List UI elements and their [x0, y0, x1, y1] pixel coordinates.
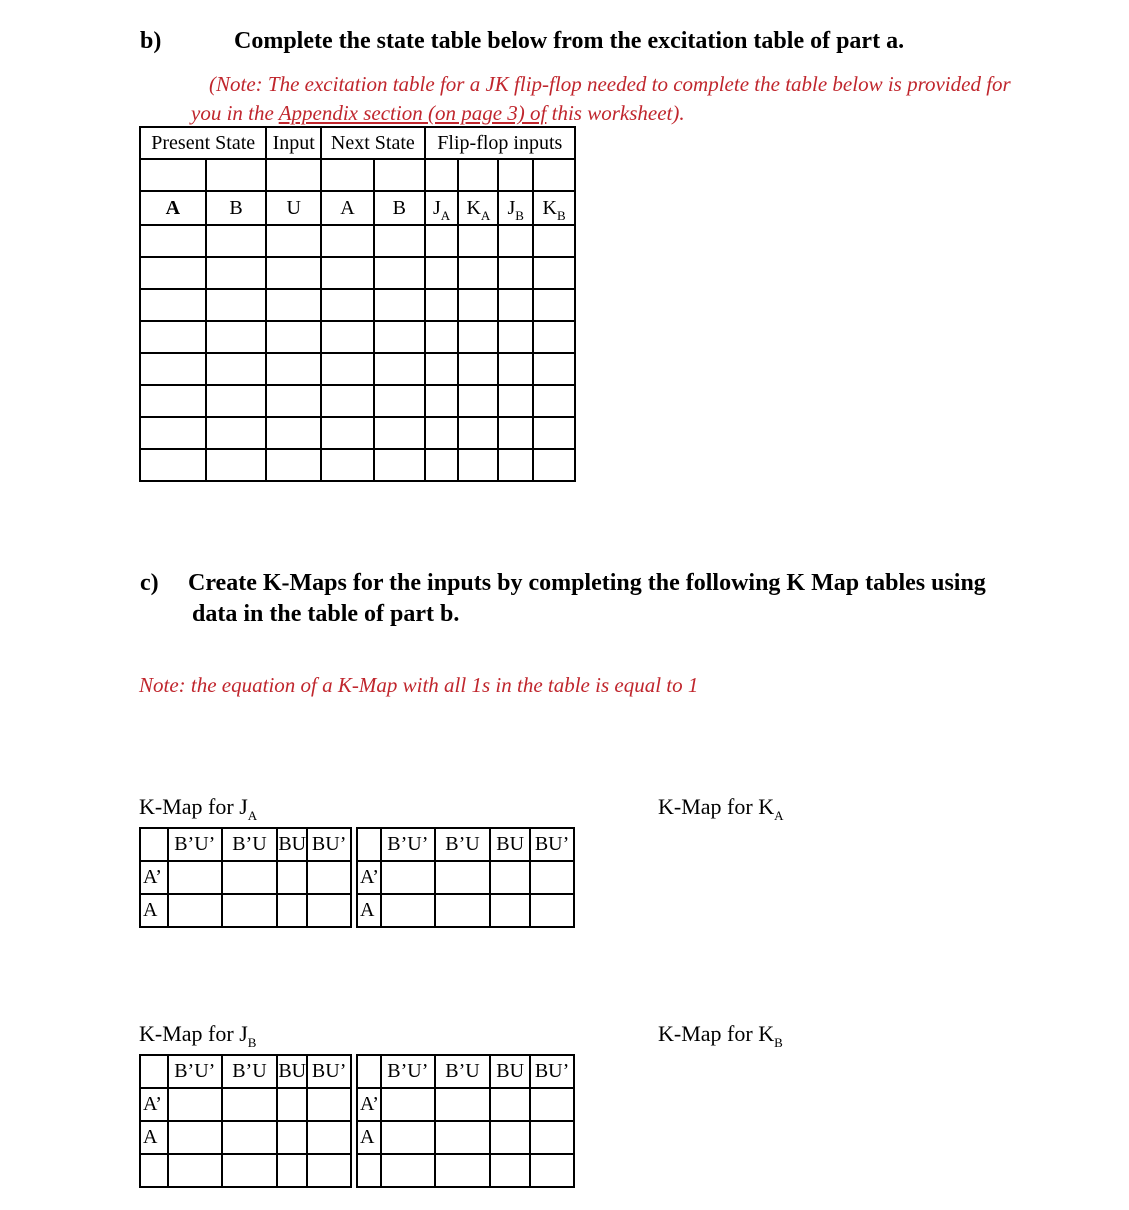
state-cell[interactable]	[458, 225, 498, 257]
state-cell[interactable]	[533, 225, 575, 257]
col-kb	[533, 191, 575, 225]
kmap-col-header: B’U	[435, 1055, 491, 1088]
col-kb-sub: B	[556, 207, 566, 223]
state-cell[interactable]	[425, 417, 459, 449]
state-cell[interactable]	[206, 321, 267, 353]
state-cell[interactable]	[266, 417, 321, 449]
state-row	[140, 353, 575, 385]
kmap-title-ja-text: K-Map for J	[139, 794, 248, 819]
state-cell[interactable]	[425, 353, 459, 385]
state-row	[140, 289, 575, 321]
kmap-cell[interactable]	[530, 1154, 574, 1187]
state-row	[140, 257, 575, 289]
state-cell[interactable]	[533, 417, 575, 449]
state-cell[interactable]	[498, 257, 533, 289]
state-cell[interactable]	[425, 225, 459, 257]
state-cell[interactable]	[425, 289, 459, 321]
state-cell[interactable]	[266, 449, 321, 481]
kmap-cell[interactable]	[222, 861, 278, 894]
kmap-cell[interactable]	[277, 1121, 307, 1154]
spacer-cell	[458, 159, 498, 191]
col-ja-letter: J	[432, 196, 441, 219]
kmap-row-header: A	[140, 1121, 168, 1154]
kmap-col-header: BU’	[307, 828, 351, 861]
state-cell[interactable]	[374, 417, 425, 449]
kmap-cell[interactable]	[307, 894, 351, 927]
kmap-col-header: B’U’	[168, 828, 222, 861]
state-cell[interactable]	[498, 321, 533, 353]
group-flip-flop-inputs: Flip-flop inputs	[425, 127, 575, 159]
state-cell[interactable]	[458, 449, 498, 481]
state-cell[interactable]	[140, 449, 206, 481]
spacer-cell	[140, 159, 206, 191]
kmap-row-header: A’	[140, 1088, 168, 1121]
kmap-cell[interactable]	[307, 1154, 351, 1187]
state-cell[interactable]	[425, 321, 459, 353]
state-cell[interactable]	[374, 257, 425, 289]
state-row	[140, 385, 575, 417]
state-cell[interactable]	[374, 225, 425, 257]
spacer-cell	[266, 159, 321, 191]
state-cell[interactable]	[140, 321, 206, 353]
kmap-col-header: B’U	[435, 828, 491, 861]
kmap-col-header: BU’	[530, 1055, 574, 1088]
state-cell[interactable]	[140, 289, 206, 321]
spacer-cell	[374, 159, 425, 191]
kmap-row-header: A’	[140, 861, 168, 894]
kmap-extra-cell	[140, 1154, 168, 1187]
kmap-cell[interactable]	[530, 1121, 574, 1154]
kmap-cell[interactable]	[381, 894, 435, 927]
col-present-a: A	[140, 191, 206, 225]
state-cell[interactable]	[458, 385, 498, 417]
state-cell[interactable]	[266, 257, 321, 289]
kmap-cell[interactable]	[222, 1121, 278, 1154]
col-jb-sub: B	[515, 207, 524, 223]
state-cell[interactable]	[321, 353, 374, 385]
state-cell[interactable]	[321, 289, 374, 321]
col-ja-sub: A	[440, 207, 451, 223]
kmap-cell[interactable]	[222, 1088, 278, 1121]
spacer-cell	[425, 159, 459, 191]
kmap-col-header: B’U’	[168, 1055, 222, 1088]
kmap-cell[interactable]	[277, 1154, 307, 1187]
state-cell[interactable]	[458, 289, 498, 321]
kmap-title-kb-sub: B	[774, 1035, 783, 1050]
state-cell[interactable]	[374, 353, 425, 385]
kmap-cell[interactable]	[490, 1154, 530, 1187]
kmap-extra-cell	[357, 1154, 381, 1187]
col-input-u: U	[266, 191, 321, 225]
state-cell[interactable]	[498, 417, 533, 449]
state-cell[interactable]	[266, 289, 321, 321]
kmap-cell[interactable]	[277, 1088, 307, 1121]
col-ka	[458, 191, 498, 225]
kmap-corner	[357, 828, 381, 861]
state-cell[interactable]	[533, 385, 575, 417]
kmap-title-ja-sub: A	[247, 808, 258, 823]
kmap-corner	[140, 828, 168, 861]
col-ka-sub: A	[480, 207, 491, 223]
state-cell[interactable]	[458, 257, 498, 289]
kmap-cell[interactable]	[222, 1154, 278, 1187]
kmap-row-header: A	[140, 894, 168, 927]
state-cell[interactable]	[533, 289, 575, 321]
state-row	[140, 321, 575, 353]
kmap-cell[interactable]	[530, 861, 574, 894]
kmap-cell[interactable]	[277, 894, 307, 927]
state-cell[interactable]	[533, 353, 575, 385]
kmap-col-header: B’U’	[381, 828, 435, 861]
kmap-title-ka-sub: A	[774, 808, 784, 823]
kmap-cell[interactable]	[381, 861, 435, 894]
kmap-col-header: B’U’	[381, 1055, 435, 1088]
kmap-col-header: BU	[277, 828, 307, 861]
state-cell[interactable]	[206, 353, 267, 385]
kmap-cell[interactable]	[168, 1154, 222, 1187]
part-b-label: b)	[140, 28, 162, 54]
kmap-title-ja	[139, 794, 258, 823]
group-present-state: Present State	[140, 127, 266, 159]
kmap-title-kb	[658, 1021, 783, 1050]
kmap-row-header: A	[357, 894, 381, 927]
kmap-title-jb	[139, 1021, 257, 1050]
part-c-heading-line1: Create K-Maps for the inputs by completing the following K Map tables using	[188, 570, 986, 596]
kmap-cell[interactable]	[530, 1088, 574, 1121]
kmap-row-header: A’	[357, 1088, 381, 1121]
kmap-title-ka	[658, 794, 784, 823]
state-cell[interactable]	[321, 385, 374, 417]
col-next-a: A	[321, 191, 374, 225]
part-b-note-line1: (Note: The excitation table for a JK flip-flop needed to complete the table below is provided for	[209, 72, 1011, 96]
state-cell[interactable]	[374, 385, 425, 417]
kmap-cell[interactable]	[435, 1121, 491, 1154]
state-cell[interactable]	[498, 289, 533, 321]
kmap-title-jb-sub: B	[247, 1035, 257, 1050]
state-cell[interactable]	[498, 449, 533, 481]
state-cell[interactable]	[374, 449, 425, 481]
kmap-cell[interactable]	[490, 894, 530, 927]
state-cell[interactable]	[266, 385, 321, 417]
col-jb	[498, 191, 533, 225]
state-cell[interactable]	[458, 353, 498, 385]
kmap-row-header: A	[357, 1121, 381, 1154]
state-row	[140, 225, 575, 257]
state-cell[interactable]	[498, 225, 533, 257]
state-cell[interactable]	[425, 385, 459, 417]
state-cell[interactable]	[425, 257, 459, 289]
spacer-cell	[533, 159, 575, 191]
state-cell[interactable]	[498, 385, 533, 417]
kmap-col-header: B’U	[222, 828, 278, 861]
kmap-grid-bottom	[139, 1054, 575, 1188]
group-input: Input	[266, 127, 321, 159]
kmap-cell[interactable]	[435, 1154, 491, 1187]
col-jb-letter: J	[507, 196, 516, 219]
kmap-col-header: B’U	[222, 1055, 278, 1088]
part-c-note: Note: the equation of a K-Map with all 1s in the table is equal to 1	[139, 673, 699, 697]
state-cell[interactable]	[140, 225, 206, 257]
state-table	[139, 126, 576, 482]
kmap-grid-top	[139, 827, 575, 928]
kmap-cell[interactable]	[381, 1154, 435, 1187]
state-cell[interactable]	[533, 449, 575, 481]
state-cell[interactable]	[206, 225, 267, 257]
col-ja	[425, 191, 459, 225]
kmap-title-ka-text: K-Map for K	[658, 794, 775, 819]
col-next-b: B	[374, 191, 425, 225]
part-c-label: c)	[140, 570, 159, 596]
kmap-cell[interactable]	[277, 861, 307, 894]
kmap-title-kb-text: K-Map for K	[658, 1021, 775, 1046]
state-row	[140, 449, 575, 481]
state-cell[interactable]	[374, 289, 425, 321]
part-c-heading-line2: data in the table of part b.	[192, 601, 460, 627]
state-cell[interactable]	[321, 449, 374, 481]
state-cell[interactable]	[498, 353, 533, 385]
state-cell[interactable]	[374, 321, 425, 353]
state-cell[interactable]	[206, 289, 267, 321]
state-cell[interactable]	[266, 353, 321, 385]
appendix-link: Appendix section (on page 3) of	[278, 101, 547, 125]
note-text-end: this worksheet).	[546, 101, 685, 125]
kmap-cell[interactable]	[307, 1121, 351, 1154]
spacer-cell	[206, 159, 267, 191]
kmap-col-header: BU	[490, 1055, 530, 1088]
kmap-cell[interactable]	[168, 894, 222, 927]
kmap-cell[interactable]	[307, 861, 351, 894]
state-cell[interactable]	[140, 385, 206, 417]
state-cell[interactable]	[321, 225, 374, 257]
kmap-cell[interactable]	[435, 861, 491, 894]
state-cell[interactable]	[458, 321, 498, 353]
kmap-cell[interactable]	[490, 1088, 530, 1121]
state-cell[interactable]	[140, 353, 206, 385]
col-present-b: B	[206, 191, 267, 225]
state-cell[interactable]	[206, 257, 267, 289]
kmap-cell[interactable]	[381, 1088, 435, 1121]
col-ka-letter: K	[466, 196, 481, 219]
state-cell[interactable]	[140, 417, 206, 449]
part-b-note-line2	[191, 99, 685, 128]
state-cell[interactable]	[206, 417, 267, 449]
kmap-cell[interactable]	[530, 894, 574, 927]
spacer-cell	[498, 159, 533, 191]
kmap-col-header: BU’	[530, 828, 574, 861]
state-cell[interactable]	[266, 321, 321, 353]
state-row	[140, 417, 575, 449]
state-cell[interactable]	[458, 417, 498, 449]
state-cell[interactable]	[266, 225, 321, 257]
kmap-col-header: BU’	[307, 1055, 351, 1088]
kmap-cell[interactable]	[490, 861, 530, 894]
state-cell[interactable]	[321, 321, 374, 353]
group-next-state: Next State	[321, 127, 425, 159]
kmap-cell[interactable]	[490, 1121, 530, 1154]
kmap-cell[interactable]	[222, 894, 278, 927]
state-cell[interactable]	[321, 257, 374, 289]
kmap-cell[interactable]	[168, 1088, 222, 1121]
state-cell[interactable]	[533, 257, 575, 289]
state-cell[interactable]	[206, 385, 267, 417]
state-cell[interactable]	[206, 449, 267, 481]
state-table-body	[140, 225, 575, 481]
kmap-corner	[140, 1055, 168, 1088]
state-cell[interactable]	[321, 417, 374, 449]
state-cell[interactable]	[425, 449, 459, 481]
kmap-cell[interactable]	[435, 1088, 491, 1121]
kmap-cell[interactable]	[435, 894, 491, 927]
note-text: you in the	[191, 101, 279, 125]
kmap-title-jb-text: K-Map for J	[139, 1021, 248, 1046]
kmap-col-header: BU	[277, 1055, 307, 1088]
kmap-cell[interactable]	[168, 1121, 222, 1154]
kmap-col-header: BU	[490, 828, 530, 861]
col-kb-letter: K	[542, 196, 557, 219]
kmap-cell[interactable]	[168, 861, 222, 894]
kmap-cell[interactable]	[307, 1088, 351, 1121]
kmap-cell[interactable]	[381, 1121, 435, 1154]
kmap-corner	[357, 1055, 381, 1088]
state-cell[interactable]	[533, 321, 575, 353]
spacer-cell	[321, 159, 374, 191]
state-cell[interactable]	[140, 257, 206, 289]
kmap-row-header: A’	[357, 861, 381, 894]
part-b-heading: Complete the state table below from the excitation table of part a.	[234, 28, 905, 54]
